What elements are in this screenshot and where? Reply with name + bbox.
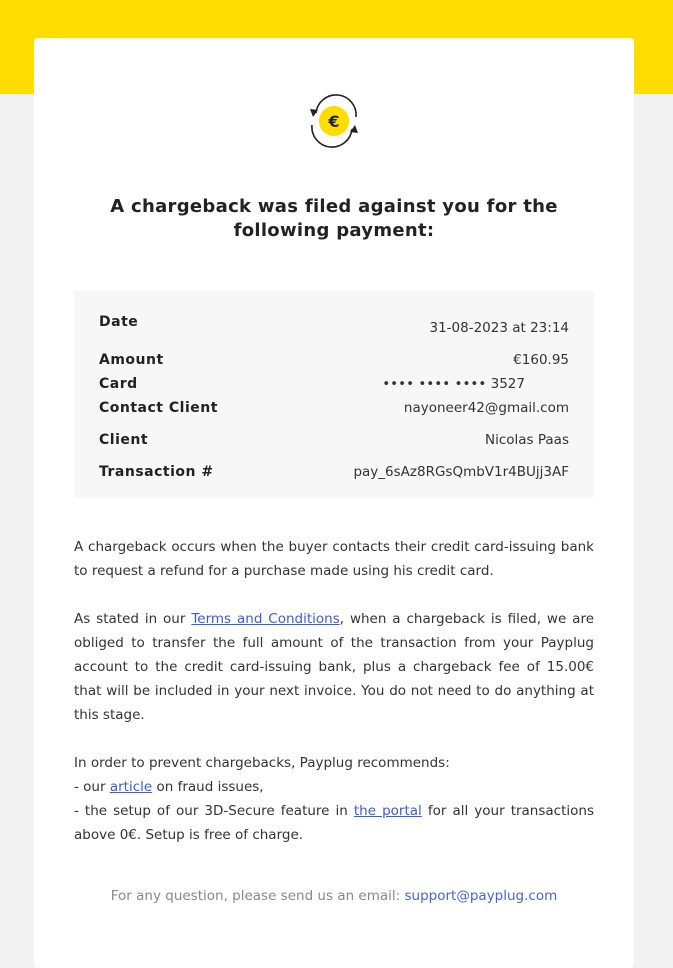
client-value: Nicolas Paas xyxy=(485,432,569,448)
payment-details xyxy=(74,291,594,498)
date-value: 31-08-2023 at 23:14 xyxy=(429,320,569,336)
amount-label: Amount xyxy=(99,352,164,368)
article-item-before: - our xyxy=(74,779,110,795)
terms-text-after: , when a chargeback is filed, we are obliged to transfer the full amount of the transaction from your Payplug account to the credit card-issuing bank, plus a chargeback fee of 15.00€ that will be included in your next invoice. You do not need to do anything at this stage. xyxy=(74,611,594,723)
contact-label: Contact Client xyxy=(99,400,218,416)
email-card xyxy=(34,38,634,968)
card-label: Card xyxy=(99,376,138,392)
amount-value: €160.95 xyxy=(513,352,569,368)
prevention-paragraph xyxy=(74,751,594,847)
terms-text-before: As stated in our xyxy=(74,611,192,627)
prevention-intro: In order to prevent chargebacks, Payplug recommends: xyxy=(74,755,450,771)
card-value: •••• •••• •••• 3527 xyxy=(382,376,525,392)
portal-item-before: - the setup of our 3D-Secure feature in xyxy=(74,803,354,819)
terms-paragraph xyxy=(74,607,594,727)
chargeback-explanation: A chargeback occurs when the buyer contacts their credit card-issuing bank to request a refund for a purchase made using his credit card. xyxy=(74,539,594,579)
portal-item-after: for all your transactions above 0€. Setup is free of charge. xyxy=(74,803,594,843)
support-email-link[interactable]: support@payplug.com xyxy=(404,888,558,904)
euro-symbol: € xyxy=(328,112,340,131)
transaction-value: pay_6sAz8RGsQmbV1r4BUjj3AF xyxy=(353,464,569,480)
page-title: A chargeback was filed against you for the following payment: xyxy=(110,196,558,241)
client-label: Client xyxy=(99,432,149,448)
article-link[interactable]: article xyxy=(109,779,153,795)
euro-refresh-icon xyxy=(304,91,364,151)
terms-and-conditions-link[interactable]: Terms and Conditions xyxy=(191,611,340,627)
transaction-label: Transaction # xyxy=(99,464,214,480)
article-item-after: on fraud issues, xyxy=(152,779,264,795)
footer-text: For any question, please send us an email: xyxy=(110,888,405,904)
portal-link[interactable]: the portal xyxy=(353,803,422,819)
date-label: Date xyxy=(99,314,139,330)
contact-value: nayoneer42@gmail.com xyxy=(403,400,569,416)
footer xyxy=(34,888,634,904)
